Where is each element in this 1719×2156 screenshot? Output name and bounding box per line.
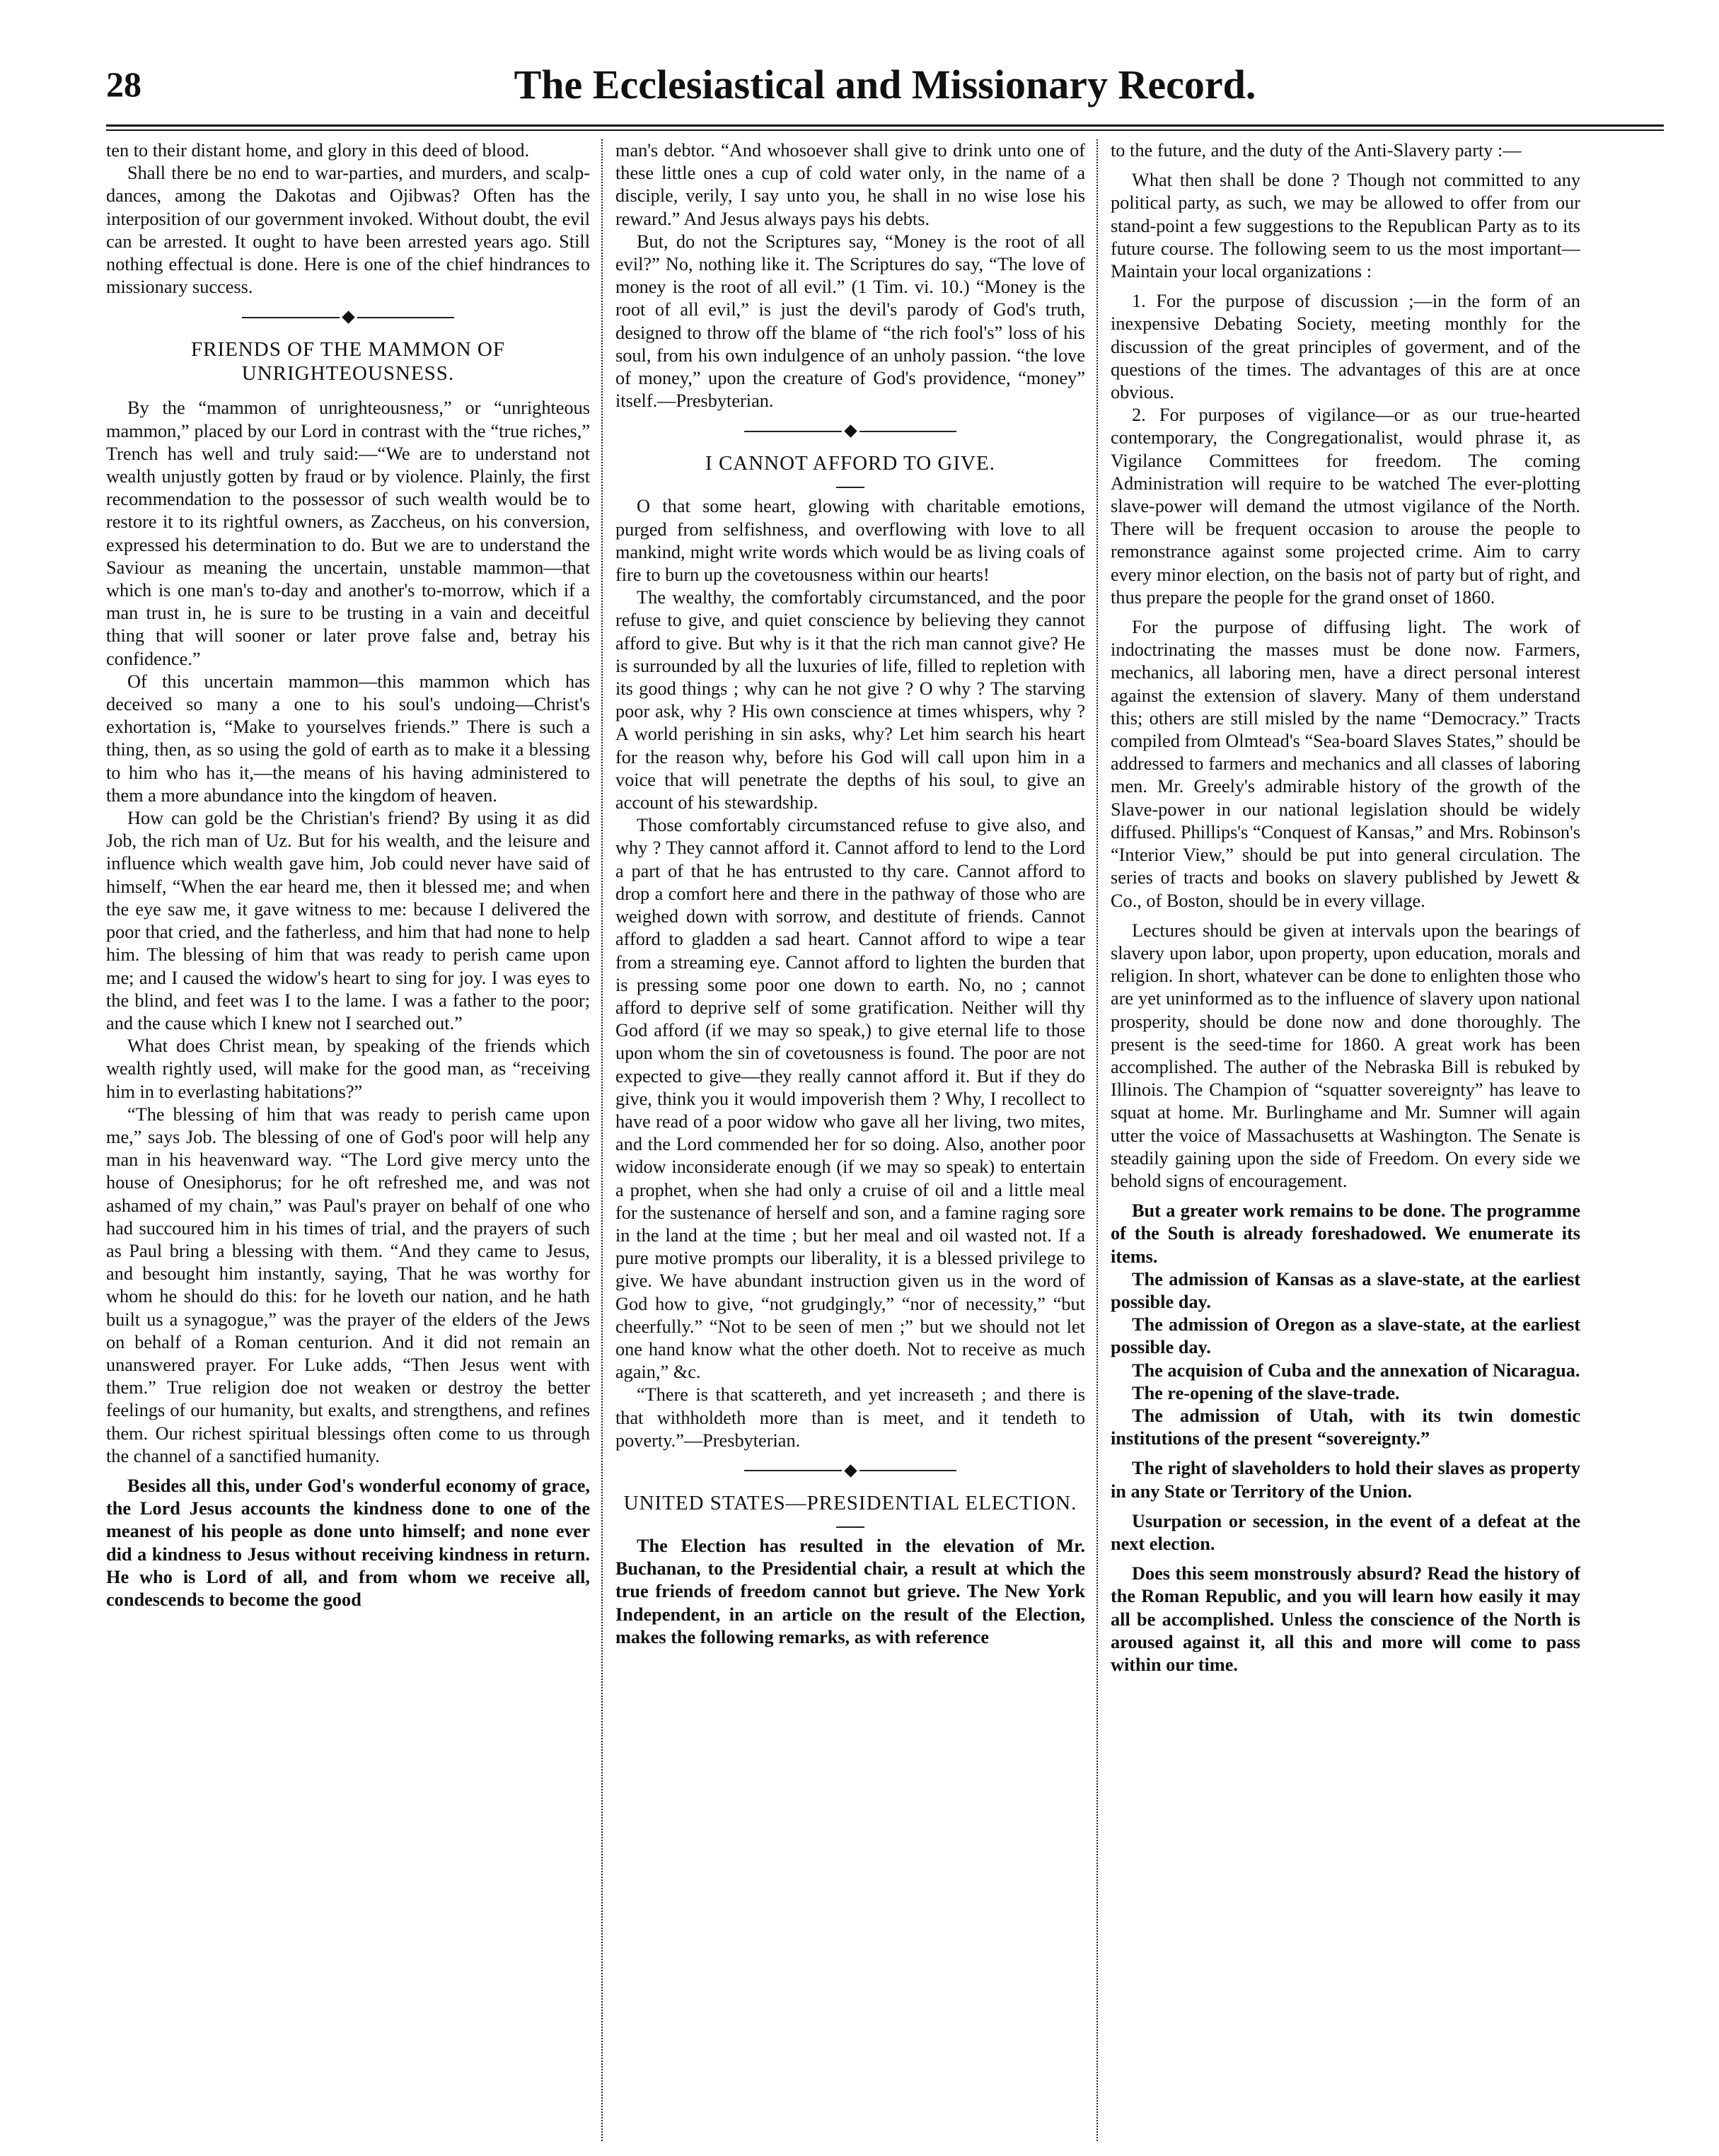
article-heading: FRIENDS OF THE MAMMON OF UNRIGHTEOUSNESS. (190, 338, 506, 386)
paragraph: The admission of Oregon as a slave-state, at the earliest possible day. (1111, 1314, 1580, 1358)
paragraph: The admission of Utah, with its twin domestic institutions of the present “sovereignty.” (1111, 1405, 1580, 1449)
paragraph: But a greater work remains to be done. The programme of the South is already foreshadowed. We enumerate its items. (1111, 1200, 1580, 1267)
paragraph: Of this uncertain mammon—this mammon which has deceived so many a one to his soul's undoing—Christ's exhortation is, “Make to yourselves friends.” There is such a thing, then, as so using the gold of earth as to make it a blessing to him who has it,—the means of his having administered to them a more abundance into the kingdom of heaven. (106, 671, 590, 806)
diamond-ornament-icon (342, 311, 354, 324)
column-1 (106, 139, 590, 2141)
paragraph: Besides all this, under God's wonderful economy of grace, the Lord Jesus accounts the kindness done to one of the meanest of his people as done unto himself; and none ever did a kindness to Jesus without receiving kindness in return. He who is Lord of all, and from whom we receive all, condescends to become the good (106, 1475, 590, 1610)
paragraph: The wealthy, the comfortably circumstanced, and the poor refuse to give, and quiet conscience by believing they cannot afford to give. But why is it that the rich man cannot give? He is surrounded by all the luxuries of life, filled to repletion with its good things ; why can he not give ? O why ? The starving poor ask, why ? His own conscience at times whispers, why ? A world perishing in sin asks, why? Let him search his heart for the reason why, before his God will call upon him in a voice that will penetrate the depths of his soul, to give an account of his stewardship. (615, 587, 1085, 813)
paragraph: Those comfortably circumstanced refuse to give also, and why ? They cannot afford it. Cannot afford to lend to the Lord a part of that he has entrusted to thy care. Cannot afford to drop a comfort here and there in the pathway of those who are weighed down with sorrow, and destitute of friends. Cannot afford to gladden a sad heart. Cannot afford to wipe a tear from a streaming eye. Cannot afford to lighten the burden that is pressing some poor one down to earth. No, no ; cannot afford to deprive self of some gratification. Neither will thy God afford (if we may so speak,) to give eternal life to those upon whom the sin of covetousness is found. The poor are not expected to give—they really cannot afford it. But if they do give, think you it would impoverish them ? Why, I recollect to have read of a poor widow who gave all her living, two mites, and the Lord commended her for so doing. Also, another poor widow inconsiderate enough (if we may so speak) to entertain a prophet, when she had only a cruise of oil and a little meal for the sustenance of herself and son, and a famine raging sore in the land at the time ; but her meal and oil wasted not. If a pure motive prompts our liberality, it is a blessed privilege to give. We have abundant instruction given us in the word of God how to give, “not grudgingly,” “nor of necessity,” “but cheerfully.” “Not to be seen of men ;” but we should not let one hand know what the other doeth. Not to receive as much again,” &c. (615, 815, 1085, 1383)
header-rule (106, 124, 1664, 131)
paragraph: 1. For the purpose of discussion ;—in the form of an inexpensive Debating Society, meeting monthly for the discussion of the great principles of goverment, and of the questions of the times. The advantages of this are at once obvious. (1111, 291, 1580, 403)
article-heading: UNITED STATES—PRESIDENTIAL ELECTION. (623, 1491, 1077, 1514)
page-number: 28 (106, 64, 141, 104)
paragraph: The re-opening of the slave-trade. (1132, 1382, 1400, 1403)
paragraph: But, do not the Scriptures say, “Money is the root of all evil?” No, nothing like it. The Scriptures do say, “The love of money is the root of all evil.” (1 Tim. vi. 10.) “Money is the root of all evil,” is just the devil's parody of God's truth, designed to throw off the blame of “the rich fool's” loss of his soul, from his own indulgence of an unholy passion. “the love of money,” upon the creature of God's providence, “money” itself.—Presbyterian. (615, 231, 1085, 412)
column-2 (601, 139, 1085, 2141)
section-divider (744, 427, 956, 436)
paragraph: ten to their distant home, and glory in this deed of blood. (106, 140, 530, 161)
paragraph: to the future, and the duty of the Anti-Slavery party :— (1111, 140, 1522, 161)
paragraph: For the purpose of diffusing light. The work of indoctrinating the masses must be done now. Farmers, mechanics, all laboring men, have a direct personal interest against the extension of slavery. Many of them understand this; others are still misled by the name “Democracy.” Tracts compiled from Olmtead's “Sea-board Slaves States,” should be addressed to farmers and mechanics and all classes of laboring men. Mr. Greely's admirable history of the growth of the Slave-power in our national legislation should be widely diffused. Phillips's “Conquest of Kansas,” and Mrs. Robinson's “Interior View,” should be put into general circulation. The series of tracts and books on slavery published by Jewett & Co., of Boston, should be in every village. (1111, 617, 1580, 911)
paragraph: O that some heart, glowing with charitable emotions, purged from selfishness, and overflowing with love to all mankind, might write words which would be as living coals of fire to burn up the covetousness within our hearts! (615, 496, 1085, 586)
paragraph: The acquision of Cuba and the annexation of Nicaragua. (1132, 1360, 1580, 1381)
paragraph: The admission of Kansas as a slave-state, at the earliest possible day. (1111, 1268, 1580, 1312)
paragraph: man's debtor. “And whosoever shall give to drink unto one of these little ones a cup of cold water only, in the name of a disciple, verily, I say unto you, he shall in no wise lose his reward.” And Jesus always pays his debts. (615, 140, 1085, 229)
paragraph: Does this seem monstrously absurd? Read the history of the Roman Republic, and you will learn how easily it may all be accomplished. Unless the conscience of the North is aroused against it, all this and more will come to pass within our time. (1111, 1563, 1580, 1675)
heading-rule (836, 1526, 864, 1528)
article-heading: I CANNOT AFFORD TO GIVE. (705, 452, 995, 475)
paragraph: Shall there be no end to war-parties, and murders, and scalp-dances, among the Dakotas and Ojibwas? Often has the interposition of our government invoked. Without doubt, the evil can be arrested. It ought to have been arrested years ago. Still nothing effectual is done. Here is one of the chief hindrances to missionary success. (106, 163, 590, 298)
columns (106, 139, 1664, 2141)
paragraph: Lectures should be given at intervals upon the bearings of slavery upon labor, upon property, upon education, morals and religion. In short, whatever can be done to enlighten those who are yet uninformed as to the influence of slavery upon national prosperity, should be done now and done thoroughly. The present is the seed-time for 1860. A great work has been accomplished. The auther of the Nebraska Bill is rebuked by Illinois. The Champion of “squatter sovereignty” has leave to squat at home. Mr. Burlinghame and Mr. Sumner will again utter the voice of Massachusetts at Washington. The Senate is steadily gaining upon the side of Freedom. On every side we behold signs of encouragement. (1111, 920, 1580, 1191)
paragraph: “There is that scattereth, and yet increaseth ; and there is that withholdeth more than is meet, and it tendeth to poverty.”—Presbyterian. (615, 1384, 1085, 1451)
column-3 (1096, 139, 1580, 2141)
paragraph: “The blessing of him that was ready to perish came upon me,” says Job. The blessing of one of God's poor will help any man in his heavenward way. “The Lord give mercy unto the house of Onesiphorus; for he oft refreshed me, and was not ashamed of my chain,” was Paul's prayer on behalf of one who had succoured him in his times of trial, and the prayers of such as Paul bring a blessing with them. “And they came to Jesus, and besought him instantly, saying, That he was worthy for whom he should do this: for he loveth our nation, and he hath built us a synagogue,” was the prayer of the elders of the Jews on behalf of a Roman centurion. And it did not remain an unanswered prayer. For Luke adds, “Then Jesus went with them.” True religion doe not weaken or destroy the better feelings of our humanity, but exalts, and strengthens, and refines them. Our richest spiritual blessings often come to us through the channel of a sanctified humanity. (106, 1103, 590, 1466)
section-divider (744, 1466, 956, 1476)
paragraph: The right of slaveholders to hold their slaves as property in any State or Territory of the Union. (1111, 1458, 1580, 1502)
diamond-ornament-icon (844, 1464, 857, 1477)
paragraph: What does Christ mean, by speaking of the friends which wealth rightly used, will make for the good man, as “receiving him in to everlasting habitations?” (106, 1036, 590, 1102)
heading-rule (836, 487, 864, 488)
page-header (106, 58, 1664, 119)
section-divider (242, 313, 454, 322)
paragraph: Usurpation or secession, in the event of a defeat at the next election. (1111, 1510, 1580, 1554)
diamond-ornament-icon (844, 425, 857, 438)
paragraph: What then shall be done ? Though not committed to any political party, as such, we may be allowed to offer from our stand-point a few suggestions to the Republican Party as to its future course. The following seem to us the most important—Maintain your local organizations : (1111, 170, 1580, 282)
paragraph: 2. For purposes of vigilance—or as our true-hearted contemporary, the Congregationalist, would phrase it, as Vigilance Committees for freedom. The coming Administration will require to be watched The ever-plotting slave-power will demand the utmost vigilance of the North. There will be frequent occasion to arouse the people to remonstrance against some projected crime. Aim to carry every minor election, on the basis not of party but of right, and thus prepare the people for the grand onset of 1860. (1111, 405, 1580, 608)
masthead-title: The Ecclesiastical and Missionary Record. (514, 62, 1256, 108)
paragraph: The Election has resulted in the elevation of Mr. Buchanan, to the Presidential chair, a result at which the true friends of freedom cannot but grieve. The New York Independent, in an article on the result of the Election, makes the following remarks, as with reference (615, 1535, 1085, 1647)
paragraph: How can gold be the Christian's friend? By using it as did Job, the rich man of Uz. But for his wealth, and the leisure and influence which wealth gave him, Job could never have said of himself, “When the ear heard me, then it blessed me; and when the eye saw me, it gave witness to me: because I delivered the poor that cried, and the fatherless, and him that had none to help him. The blessing of him that was ready to perish came upon me; and I caused the widow's heart to sing for joy. I was eyes to the blind, and feet was I to the lame. I was a father to the poor; and the cause which I knew not I searched out.” (106, 808, 590, 1033)
paragraph: By the “mammon of unrighteousness,” or “unrighteous mammon,” placed by our Lord in contrast with the “true riches,” Trench has well and truly said:—“We are to understand not wealth unjustly gotten by fraud or by violence. Plainly, the first recommendation to the possessor of such wealth would be to restore it to its rightful owners, as Zaccheus, on his conversion, expressed his determination to do. But we are to understand the Saviour as meaning the uncertain, unstable mammon—that which is one man's to-day and another's to-morrow, which if a man trust in, he is sure to be trusting in a vain and deceitful thing that will sooner or later prove false and, betray his confidence.” (106, 398, 590, 669)
